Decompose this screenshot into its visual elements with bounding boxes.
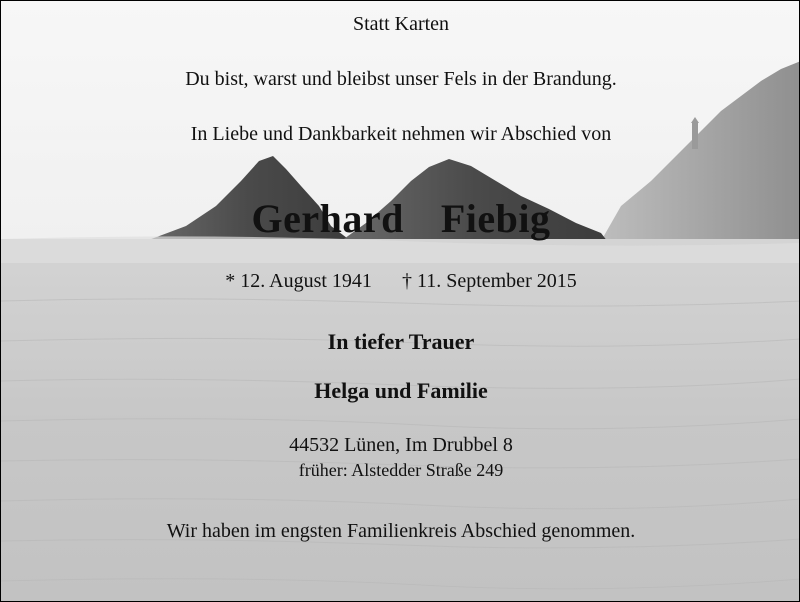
mourning-text: In tiefer Trauer [327,329,475,354]
header-text: Statt Karten [352,13,450,35]
death-date: † 11. September 2015 [401,270,577,292]
intro-text: In Liebe und Dankbarkeit nehmen wir Abschied von [190,123,612,145]
deceased-name: Gerhard Fiebig [251,196,551,241]
former-address-text: früher: Alstedder Straße 249 [298,460,504,480]
birth-date: * 12. August 1941 [225,270,372,292]
family-text: Helga und Familie [314,378,488,403]
quote-text: Du bist, warst und bleibst unser Fels in der Brandung. [185,68,617,90]
life-dates [1,270,800,293]
seascape-background-image [1,1,800,602]
address-text: 44532 Lünen, Im Drubbel 8 [289,434,513,456]
closing-text: Wir haben im engsten Familienkreis Abschied genommen. [166,520,636,542]
